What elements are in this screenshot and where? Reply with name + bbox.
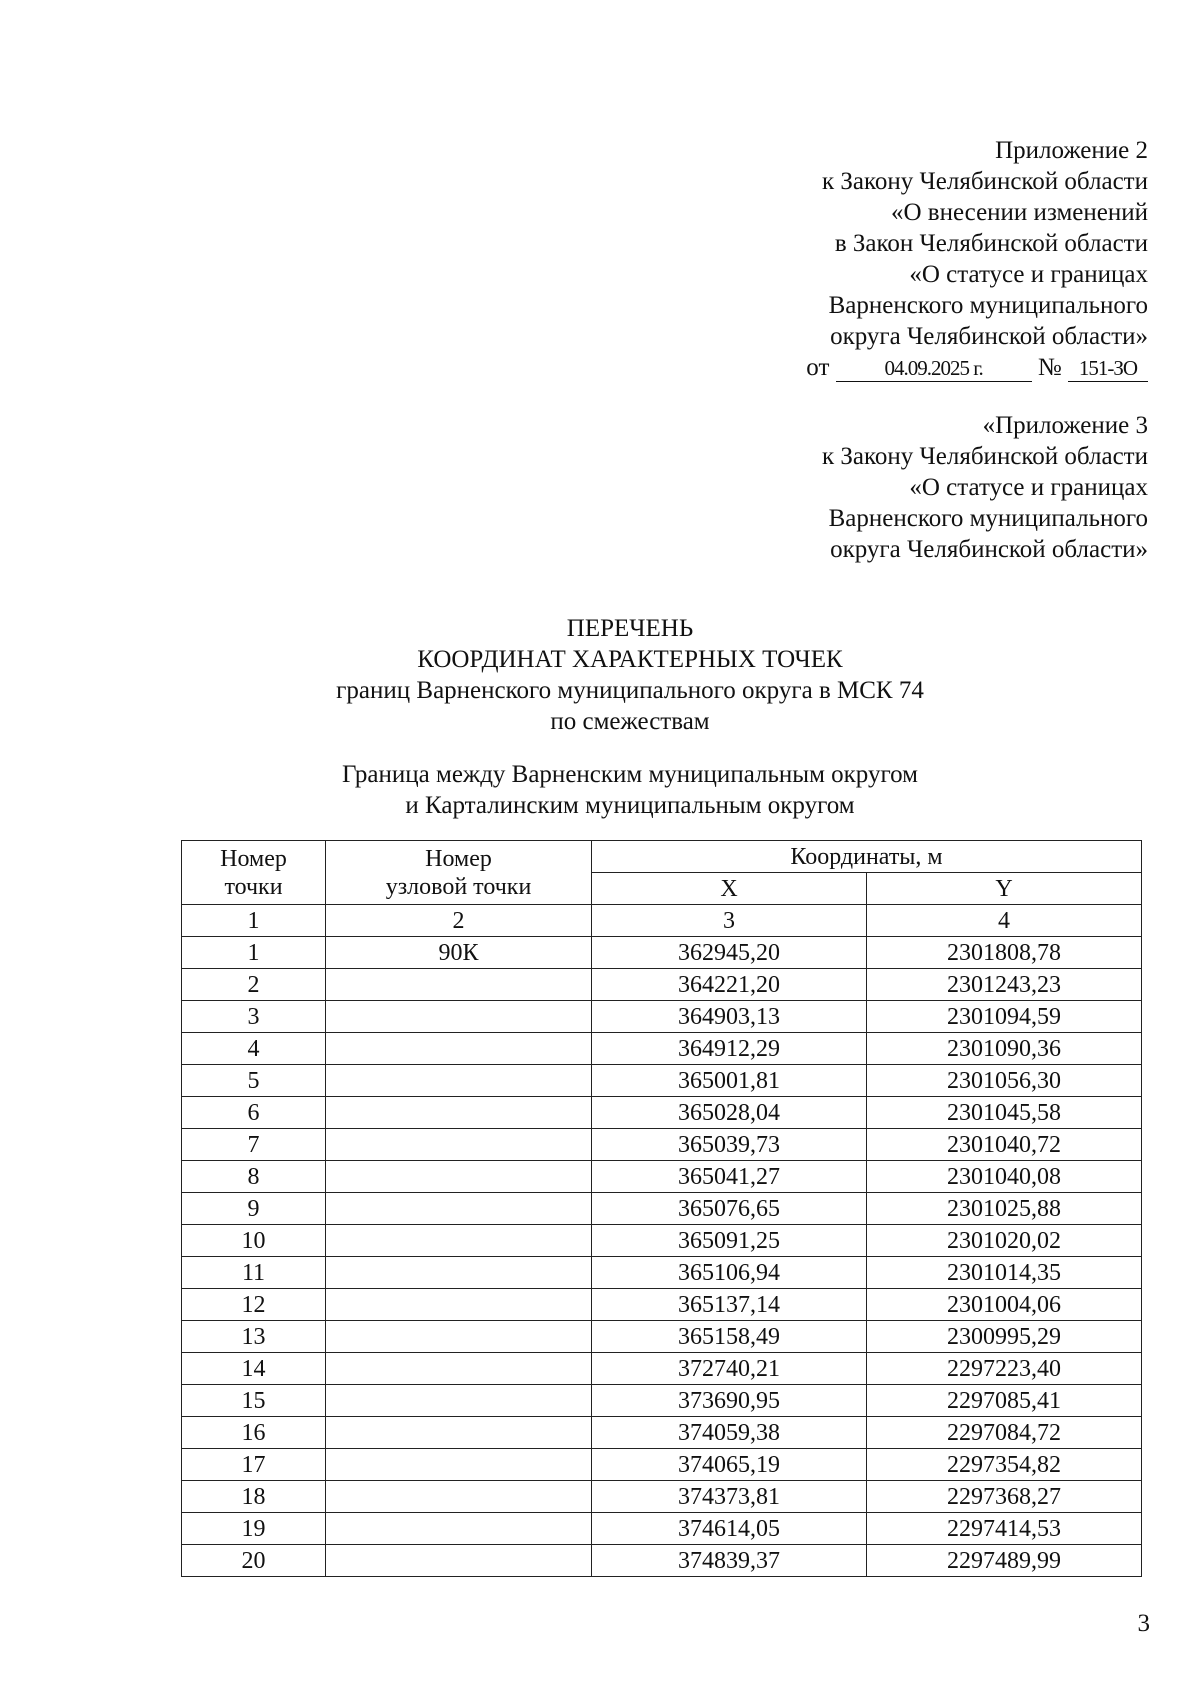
y-coordinate-cell: 2301004,06 xyxy=(867,1289,1142,1321)
point-number-cell: 13 xyxy=(182,1321,326,1353)
y-coordinate-cell: 2301090,36 xyxy=(867,1033,1142,1065)
y-coordinate-cell: 2301045,58 xyxy=(867,1097,1142,1129)
y-coordinate-cell: 2300995,29 xyxy=(867,1321,1142,1353)
y-coordinate-cell: 2301808,78 xyxy=(867,937,1142,969)
node-point-cell xyxy=(326,1225,592,1257)
point-number-cell: 20 xyxy=(182,1545,326,1577)
number-prefix: № xyxy=(1037,354,1062,381)
point-number-cell: 17 xyxy=(182,1449,326,1481)
table-row xyxy=(182,1129,1142,1161)
table-row xyxy=(182,1225,1142,1257)
original-annex-line: Варненского муниципального xyxy=(828,505,1148,532)
x-coordinate-cell: 374373,81 xyxy=(592,1481,867,1513)
table-row xyxy=(182,1161,1142,1193)
x-coordinate-cell: 365076,65 xyxy=(592,1193,867,1225)
x-coordinate-cell: 365001,81 xyxy=(592,1065,867,1097)
node-point-cell xyxy=(326,1353,592,1385)
annex-line: Приложение 2 xyxy=(995,137,1148,164)
node-point-cell xyxy=(326,1033,592,1065)
y-coordinate-cell: 2301243,23 xyxy=(867,969,1142,1001)
column-number: 4 xyxy=(867,905,1142,937)
table-row xyxy=(182,1257,1142,1289)
date-prefix: от xyxy=(806,354,830,381)
y-coordinate-cell: 2301040,08 xyxy=(867,1161,1142,1193)
node-point-cell xyxy=(326,1481,592,1513)
header-coordinates: Координаты, м xyxy=(592,841,1142,873)
law-number: 151-ЗО xyxy=(1068,355,1148,382)
table-row xyxy=(182,1065,1142,1097)
x-coordinate-cell: 374839,37 xyxy=(592,1545,867,1577)
point-number-cell: 15 xyxy=(182,1385,326,1417)
column-number: 3 xyxy=(592,905,867,937)
x-coordinate-cell: 365041,27 xyxy=(592,1161,867,1193)
table-row xyxy=(182,1289,1142,1321)
column-number: 2 xyxy=(326,905,592,937)
table-row xyxy=(182,1321,1142,1353)
x-coordinate-cell: 364903,13 xyxy=(592,1001,867,1033)
x-coordinate-cell: 374065,19 xyxy=(592,1449,867,1481)
x-coordinate-cell: 373690,95 xyxy=(592,1385,867,1417)
x-coordinate-cell: 365028,04 xyxy=(592,1097,867,1129)
node-point-cell xyxy=(326,1449,592,1481)
node-point-cell xyxy=(326,1129,592,1161)
table-body xyxy=(182,937,1142,1577)
law-date: 04.09.2025 г. xyxy=(836,355,1032,382)
y-coordinate-cell: 2301014,35 xyxy=(867,1257,1142,1289)
x-coordinate-cell: 364221,20 xyxy=(592,969,867,1001)
original-annex-line: «О статусе и границах xyxy=(909,474,1148,501)
node-point-cell xyxy=(326,969,592,1001)
x-coordinate-cell: 365039,73 xyxy=(592,1129,867,1161)
node-point-cell: 90К xyxy=(326,937,592,969)
point-number-cell: 19 xyxy=(182,1513,326,1545)
header-x: X xyxy=(592,873,867,905)
table-row xyxy=(182,1449,1142,1481)
original-annex-line: к Закону Челябинской области xyxy=(822,443,1148,470)
node-point-cell xyxy=(326,1065,592,1097)
table-row xyxy=(182,1513,1142,1545)
point-number-cell: 9 xyxy=(182,1193,326,1225)
node-point-cell xyxy=(326,1097,592,1129)
table-row xyxy=(182,969,1142,1001)
title-line: по смежествам xyxy=(550,708,710,735)
point-number-cell: 2 xyxy=(182,969,326,1001)
node-point-cell xyxy=(326,1513,592,1545)
table-row xyxy=(182,1193,1142,1225)
y-coordinate-cell: 2301040,72 xyxy=(867,1129,1142,1161)
node-point-cell xyxy=(326,1257,592,1289)
point-number-cell: 14 xyxy=(182,1353,326,1385)
coordinates-table xyxy=(181,840,1142,1577)
y-coordinate-cell: 2297414,53 xyxy=(867,1513,1142,1545)
x-coordinate-cell: 365158,49 xyxy=(592,1321,867,1353)
point-number-cell: 11 xyxy=(182,1257,326,1289)
annex-line: «О внесении изменений xyxy=(890,199,1148,226)
original-annex-line: округа Челябинской области» xyxy=(830,536,1148,563)
x-coordinate-cell: 365137,14 xyxy=(592,1289,867,1321)
title-line: границ Варненского муниципального округа в МСК 74 xyxy=(336,677,924,704)
subtitle-line: Граница между Варненским муниципальным округом xyxy=(342,761,918,788)
y-coordinate-cell: 2297223,40 xyxy=(867,1353,1142,1385)
subtitle-line: и Карталинским муниципальным округом xyxy=(405,792,855,819)
y-coordinate-cell: 2301020,02 xyxy=(867,1225,1142,1257)
y-coordinate-cell: 2297489,99 xyxy=(867,1545,1142,1577)
point-number-cell: 6 xyxy=(182,1097,326,1129)
point-number-cell: 7 xyxy=(182,1129,326,1161)
table-row xyxy=(182,1001,1142,1033)
x-coordinate-cell: 365106,94 xyxy=(592,1257,867,1289)
point-number-cell: 10 xyxy=(182,1225,326,1257)
point-number-cell: 16 xyxy=(182,1417,326,1449)
x-coordinate-cell: 362945,20 xyxy=(592,937,867,969)
node-point-cell xyxy=(326,1385,592,1417)
table-row xyxy=(182,1033,1142,1065)
y-coordinate-cell: 2297354,82 xyxy=(867,1449,1142,1481)
original-annex-header xyxy=(822,410,1148,565)
section-subtitle xyxy=(0,759,1200,821)
table-row xyxy=(182,1097,1142,1129)
annex-line: в Закон Челябинской области xyxy=(834,230,1148,257)
header-node-point-number: Номер узловой точки xyxy=(326,841,592,905)
y-coordinate-cell: 2301025,88 xyxy=(867,1193,1142,1225)
point-number-cell: 18 xyxy=(182,1481,326,1513)
point-number-cell: 8 xyxy=(182,1161,326,1193)
node-point-cell xyxy=(326,1001,592,1033)
annex-line: к Закону Челябинской области xyxy=(822,168,1148,195)
x-coordinate-cell: 365091,25 xyxy=(592,1225,867,1257)
point-number-cell: 12 xyxy=(182,1289,326,1321)
x-coordinate-cell: 372740,21 xyxy=(592,1353,867,1385)
title-line: КООРДИНАТ ХАРАКТЕРНЫХ ТОЧЕК xyxy=(417,646,843,673)
x-coordinate-cell: 374059,38 xyxy=(592,1417,867,1449)
original-annex-line: «Приложение 3 xyxy=(982,412,1148,439)
annex-header xyxy=(806,135,1148,383)
node-point-cell xyxy=(326,1161,592,1193)
table-row xyxy=(182,1385,1142,1417)
law-date-number-line xyxy=(806,352,1148,383)
y-coordinate-cell: 2301094,59 xyxy=(867,1001,1142,1033)
table-row xyxy=(182,1545,1142,1577)
document-title xyxy=(0,613,1200,737)
page-number: 3 xyxy=(1137,1610,1150,1637)
x-coordinate-cell: 364912,29 xyxy=(592,1033,867,1065)
x-coordinate-cell: 374614,05 xyxy=(592,1513,867,1545)
node-point-cell xyxy=(326,1193,592,1225)
y-coordinate-cell: 2297368,27 xyxy=(867,1481,1142,1513)
y-coordinate-cell: 2297085,41 xyxy=(867,1385,1142,1417)
point-number-cell: 4 xyxy=(182,1033,326,1065)
header-y: Y xyxy=(867,873,1142,905)
node-point-cell xyxy=(326,1545,592,1577)
point-number-cell: 1 xyxy=(182,937,326,969)
table-row xyxy=(182,1417,1142,1449)
y-coordinate-cell: 2297084,72 xyxy=(867,1417,1142,1449)
y-coordinate-cell: 2301056,30 xyxy=(867,1065,1142,1097)
table-row xyxy=(182,1353,1142,1385)
title-line: ПЕРЕЧЕНЬ xyxy=(566,615,694,642)
column-number: 1 xyxy=(182,905,326,937)
point-number-cell: 3 xyxy=(182,1001,326,1033)
node-point-cell xyxy=(326,1321,592,1353)
point-number-cell: 5 xyxy=(182,1065,326,1097)
annex-line: округа Челябинской области» xyxy=(830,323,1148,350)
node-point-cell xyxy=(326,1417,592,1449)
annex-line: «О статусе и границах xyxy=(909,261,1148,288)
annex-line: Варненского муниципального xyxy=(828,292,1148,319)
table-row xyxy=(182,937,1142,969)
table-row xyxy=(182,1481,1142,1513)
header-point-number: Номер точки xyxy=(182,841,326,905)
node-point-cell xyxy=(326,1289,592,1321)
